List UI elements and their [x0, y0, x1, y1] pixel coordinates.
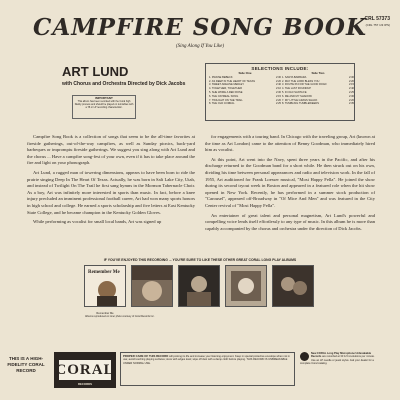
track-time: 2:30	[348, 94, 354, 98]
promo-heading: IF YOU'VE ENJOYED THIS RECORDING ... YOU'RE SURE TO LIKE THESE OTHER GREAT CORAL LONG PLAY ALBUMS	[103, 258, 297, 262]
track-row	[209, 102, 281, 106]
track-time: 2:20	[275, 98, 281, 102]
catalog-main: CRL 57373	[364, 16, 390, 22]
track-title: 8. THE OLD CORRAL	[209, 102, 235, 106]
cover-art	[132, 266, 172, 306]
cover-art	[179, 266, 219, 306]
track-row	[282, 102, 354, 106]
care-heading: PROPER CARE OF THIS RECORD	[123, 354, 169, 358]
liner-paragraph: While performing as vocalist for small local bands, Art was signed up	[33, 219, 162, 225]
track-title: 7. MY LITTLE GRASS SHACK	[282, 98, 318, 102]
artist-credit: with Chorus and Orchestra Directed by Dick Jacobs	[62, 81, 186, 87]
svg-text:Remember Me: Remember Me	[88, 270, 120, 275]
track-time: 2:30	[275, 90, 281, 94]
track-time: 2:25	[348, 90, 354, 94]
album-cover-thumbnail	[84, 265, 126, 315]
track-time: 2:30	[275, 75, 281, 79]
album-cover-thumbnail	[272, 265, 314, 307]
track-time: 2:10	[275, 87, 281, 91]
album-cover-thumbnail	[225, 265, 267, 307]
artist-name: ART LUND	[62, 64, 129, 79]
track-time: 2:15	[275, 94, 281, 98]
cover-art	[273, 266, 313, 306]
track-title: 3. ROUTE 66 FOR THE GOOD ROAD	[282, 83, 327, 87]
track-time: 2:20	[275, 79, 281, 83]
track-title: 3. SWEET ADELINE MEDLEY	[209, 83, 245, 87]
track-title: 7. TWILIGHT ON THE TRAIL	[209, 98, 243, 102]
catalog-sub: (CRL 757 1/3 IPS)	[365, 23, 390, 27]
album-subtitle: (Sing Along If You Like)	[175, 44, 225, 49]
promo-footnote: Albums reproduced on inner photo courtesy of Coral Records Inc.	[85, 315, 155, 318]
track-title: 4. THE LAST ROUNDUP	[282, 87, 312, 91]
track-title: 4. TOGETHER, TOGETHER	[209, 87, 242, 91]
track-title: 1. SANTA BARBARA	[282, 75, 307, 79]
liner-notes-left	[27, 134, 195, 229]
side-two	[282, 72, 354, 106]
side-two-tracklist	[282, 76, 354, 106]
liner-paragraph: for engagements with a touring band. In Chicago with the traveling group, Art (known at the time as Art London) came to the attention of Benny Goodman, who immediately hired him as vocalist.	[205, 134, 375, 153]
track-time: 2:20	[348, 98, 354, 102]
track-title: 5. IN OLD SANTA FE	[282, 90, 307, 94]
hifi-notice: THIS IS A HIGH-FIDELITY CORAL RECORD	[7, 356, 45, 373]
side-one-label: Side One	[238, 71, 252, 75]
track-time: 2:25	[275, 102, 281, 106]
care-text: will prolong its life and increase your listening enjoyment. Keep in special protective envelope when not in use; avoid touching playing surfaces; store with edges level; wipe off dust with a damp cloth before playing. THIS RECORD IS UNBREAKABLE UNDER NORMAL USE.	[123, 355, 290, 365]
album-cover-thumbnail	[131, 265, 173, 307]
notice-heading: IMPORTANT	[95, 96, 113, 100]
track-time: 2:40	[348, 87, 354, 91]
cover-art	[226, 266, 266, 306]
side-two-label: Side Two	[311, 71, 325, 75]
selections-title: SELECTIONS INCLUDE:	[251, 66, 309, 71]
track-time: 2:30	[348, 75, 354, 79]
liner-paragraph: An entertainer of great talent and personal magnetism, Art Lund's powerful and compelling voice lends itself effortlessly to any type of music. In this album he is more than capably accompanied by the chorus and orchestra under the direction of Dick Jacobs.	[205, 212, 375, 231]
track-title: 5. SHE WORE A RED ROSE	[209, 90, 243, 94]
track-time: 2:20	[348, 79, 354, 83]
important-notice	[72, 95, 136, 119]
track-time: 2:35	[348, 102, 354, 106]
track-time: 2:15	[348, 83, 354, 87]
notice-text: This album has been recorded with the Coral high fidelity process and should be played on turntables with a 78 or LP recording characteristic.	[74, 100, 134, 109]
new-text: are recorded at 33 1/3 revolutions per minute. Use an LP needle or jewel stylus. Ask your dealer for a complete Coral catalog.	[300, 355, 375, 366]
disc-icon	[300, 352, 309, 361]
album-cover-thumbnail	[178, 265, 220, 307]
track-title: 2. MAY THE LORD BLESS YOU	[282, 79, 320, 83]
track-title: 8. TUMBLING TUMBLEWEEDS	[282, 102, 319, 106]
side-one-tracklist	[209, 76, 281, 106]
selections-box	[205, 63, 355, 121]
track-title: 6. ME AND MY SHADOW	[282, 94, 312, 98]
side-one	[209, 72, 281, 106]
cover-label: Remember Me	[96, 312, 114, 315]
liner-notes-right	[205, 134, 375, 235]
new-heading: New CORAL Long Play Microphone Unbreakable Records	[311, 352, 372, 359]
new-coral-notice	[300, 352, 375, 386]
track-title: 6. THE OATMEAL SONG	[209, 94, 239, 98]
track-title: 2. AS DEEP IN THE HEART OF TEXAS	[209, 79, 256, 83]
album-title: CAMPFIRE SONG BOOK	[33, 14, 367, 41]
liner-paragraph: Art Lund, a rugged man of towering dimensions, appears to have been born to ride the prairie singing Deep In The Heart Of Texas. Actually, he was born in Salt Lake City, Utah, and instead of Twilight On The Trail he first sang hymns in the Mormon Tabernacle Choir. As a boy, Art was infinitely more interested in sports than music. In fact, before a knee injury precluded an imminent professional football career, Art had won many sports honors in high school and college. He earned a sports scholarship and five letters at East Kentucky State College, and he became champion in the Kentucky Golden Gloves.	[27, 169, 195, 215]
cover-art	[85, 266, 125, 306]
record-care-box	[120, 352, 295, 386]
track-title: 1. PRAISE BEBECK	[209, 75, 233, 79]
track-time: 2:40	[275, 83, 281, 87]
coral-logo-text: CORAL	[59, 360, 111, 380]
catalog-number	[365, 16, 390, 28]
coral-logo-caption: RECORDS	[78, 382, 92, 386]
liner-paragraph: At this point, Art went into the Navy, spent three years in the Pacific, and after his discharge returned to the Goodman band for a short while. He then struck out on his own, dividing his time between personal appearances and radio and television work. In the fall of 1955, Art auditioned for Frank Loesser musical, "Most Happy Fella". He joined the show during its second tryout week in Boston and appeared in a featured role when the hit show opened in New York. Recently, he has performed in a summer stock production of "Carousel", appeared off-Broadway in "Of Mice And Men" and was featured in the City Center revival of "Most Happy Fella".	[205, 156, 375, 208]
liner-paragraph: Campfire Song Book is a collection of songs that seem to be the all-time favorites at fireside gatherings, out-of-the-way campfires, as well as Sunday picnics, back-yard barbeques or impromptu fireside gatherings. We suggest you sing along with Art Lund and the chorus ... Have a campfire song-fest of your own, even if it has to take place around the fire and light on your phonograph.	[27, 134, 195, 166]
coral-logo	[54, 352, 116, 388]
